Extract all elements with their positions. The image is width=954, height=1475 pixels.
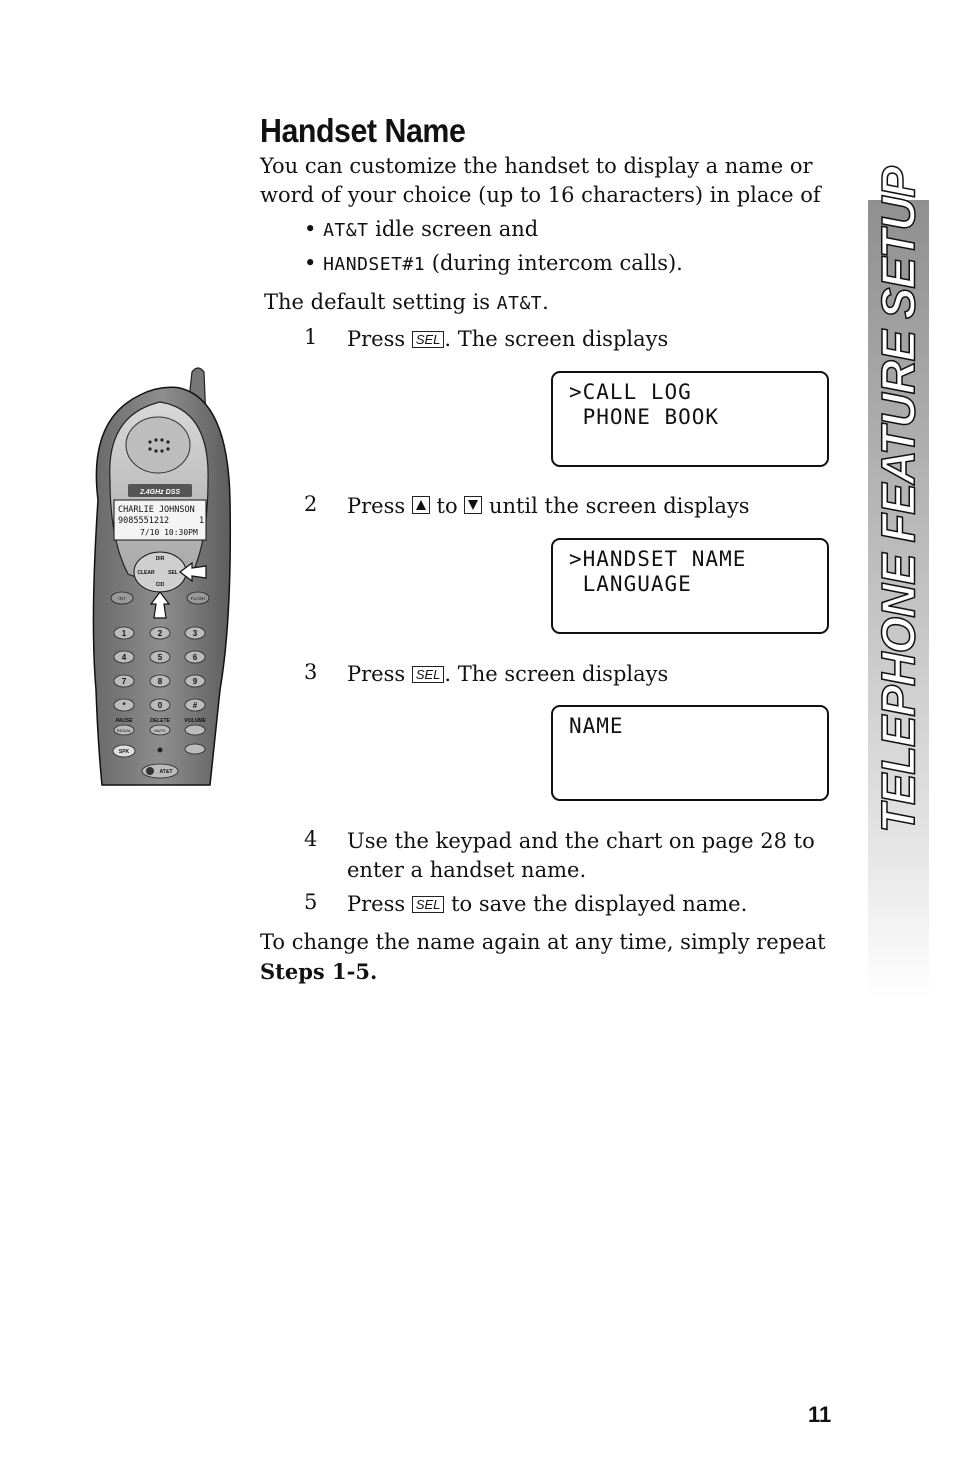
default-suffix: . <box>542 290 549 314</box>
svg-text:2: 2 <box>157 629 163 638</box>
svg-text:5: 5 <box>157 653 163 662</box>
redial-key-label: REDIAL <box>116 728 132 733</box>
up-arrow-key-icon <box>412 496 430 514</box>
svg-text:1: 1 <box>121 629 127 638</box>
step-4-line-1: Use the keypad and the chart on page 28 to <box>347 829 815 853</box>
step-1-text <box>347 325 668 354</box>
int-key-label: INT <box>118 596 126 601</box>
closing-line-1: To change the name again at any time, simply repeat <box>260 930 826 954</box>
svg-text:6: 6 <box>192 653 198 662</box>
screen-line-1: NAME <box>569 714 624 738</box>
step-5-number: 5 <box>304 890 318 914</box>
mute-key-label: MUTE <box>154 728 166 733</box>
phone-display-line-1: CHARLIE JOHNSON <box>118 505 195 515</box>
step-press-label: Press <box>347 662 412 686</box>
section-tab-label: TELEPHONE FEATURE SETUP <box>871 167 925 833</box>
bullet-text: idle screen and <box>368 217 539 241</box>
att-logo-text: AT&T <box>159 769 173 775</box>
intro-line-2: word of your choice (up to 16 characters) in place of <box>260 183 821 207</box>
step-2-text <box>347 492 750 521</box>
step-4-line-2: enter a handset name. <box>347 858 587 882</box>
bullet-mono-text: HANDSET#1 <box>323 254 426 275</box>
phone-display-line-3: 7/10 10:30PM <box>140 528 198 537</box>
page-title: Handset Name <box>260 112 466 149</box>
svg-text:4: 4 <box>121 653 127 662</box>
bullet-dot: • <box>304 251 317 275</box>
step-rest-text: . The screen displays <box>444 662 669 686</box>
sel-key-icon: SEL <box>412 331 445 348</box>
phone-display-line-2: 9085551212 <box>118 516 170 526</box>
svg-text:8: 8 <box>157 677 163 686</box>
spk-key-label: SPK <box>118 749 130 755</box>
svg-text:9: 9 <box>192 677 198 686</box>
svg-text:#: # <box>192 701 198 710</box>
screen-display-3 <box>551 705 829 801</box>
screen-display-1 <box>551 371 829 467</box>
bullet-dot: • <box>304 217 317 241</box>
nav-cid-label: CID <box>155 582 165 588</box>
step-rest-text: to save the displayed name. <box>444 892 748 916</box>
default-prefix: The default setting is <box>264 290 497 314</box>
closing-paragraph <box>260 928 826 986</box>
default-value: AT&T <box>496 293 543 314</box>
sel-key-icon: SEL <box>412 666 445 683</box>
nav-dir-label: DIR <box>155 556 165 562</box>
bullet-mono-text: AT&T <box>323 220 369 241</box>
step-press-label: Press <box>347 892 412 916</box>
intro-paragraph <box>260 152 821 210</box>
volume-label: VOLUME <box>184 718 206 724</box>
bullet-text: (during intercom calls). <box>425 251 683 275</box>
att-globe-icon <box>146 767 154 775</box>
step-rest-text: . The screen displays <box>444 327 669 351</box>
phone-display-count: 1 <box>199 516 205 526</box>
step-4-number: 4 <box>304 827 318 851</box>
step-3-number: 3 <box>304 660 318 684</box>
delete-label: DELETE <box>150 718 170 724</box>
default-setting-line <box>264 288 549 318</box>
screen-line-2: LANGUAGE <box>569 572 692 596</box>
bullet-item-1 <box>304 215 538 245</box>
step-5-text <box>347 890 747 919</box>
flash-key-label: FLASH <box>190 596 206 601</box>
nav-sel-label: SEL <box>168 570 178 576</box>
sel-key-icon: SEL <box>412 896 445 913</box>
screen-line-1: >HANDSET NAME <box>569 547 747 571</box>
pause-label: PAUSE <box>115 718 133 724</box>
cordless-phone-illustration <box>80 360 240 800</box>
svg-text:0: 0 <box>157 701 163 710</box>
step-press-label: Press <box>347 327 412 351</box>
bullet-item-2 <box>304 249 683 279</box>
screen-display-2 <box>551 538 829 634</box>
step-mid-text: to <box>429 494 465 518</box>
step-3-text <box>347 660 668 689</box>
svg-text:3: 3 <box>192 629 198 638</box>
step-press-label: Press <box>347 494 412 518</box>
band-label: 2.4GHz DSS <box>139 489 181 496</box>
step-1-number: 1 <box>304 325 318 349</box>
svg-text:*: * <box>122 701 126 710</box>
closing-bold-text: Steps 1-5. <box>260 959 378 984</box>
step-4-text <box>347 827 815 885</box>
step-rest-text: until the screen displays <box>482 494 750 518</box>
screen-line-2: PHONE BOOK <box>569 405 720 429</box>
page-number: 11 <box>808 1402 832 1427</box>
step-2-number: 2 <box>304 492 318 516</box>
down-arrow-key-icon <box>464 496 482 514</box>
screen-line-1: >CALL LOG <box>569 380 692 404</box>
nav-clear-label: CLEAR <box>137 570 155 576</box>
intro-line-1: You can customize the handset to display a name or <box>260 154 813 178</box>
svg-text:7: 7 <box>121 677 127 686</box>
